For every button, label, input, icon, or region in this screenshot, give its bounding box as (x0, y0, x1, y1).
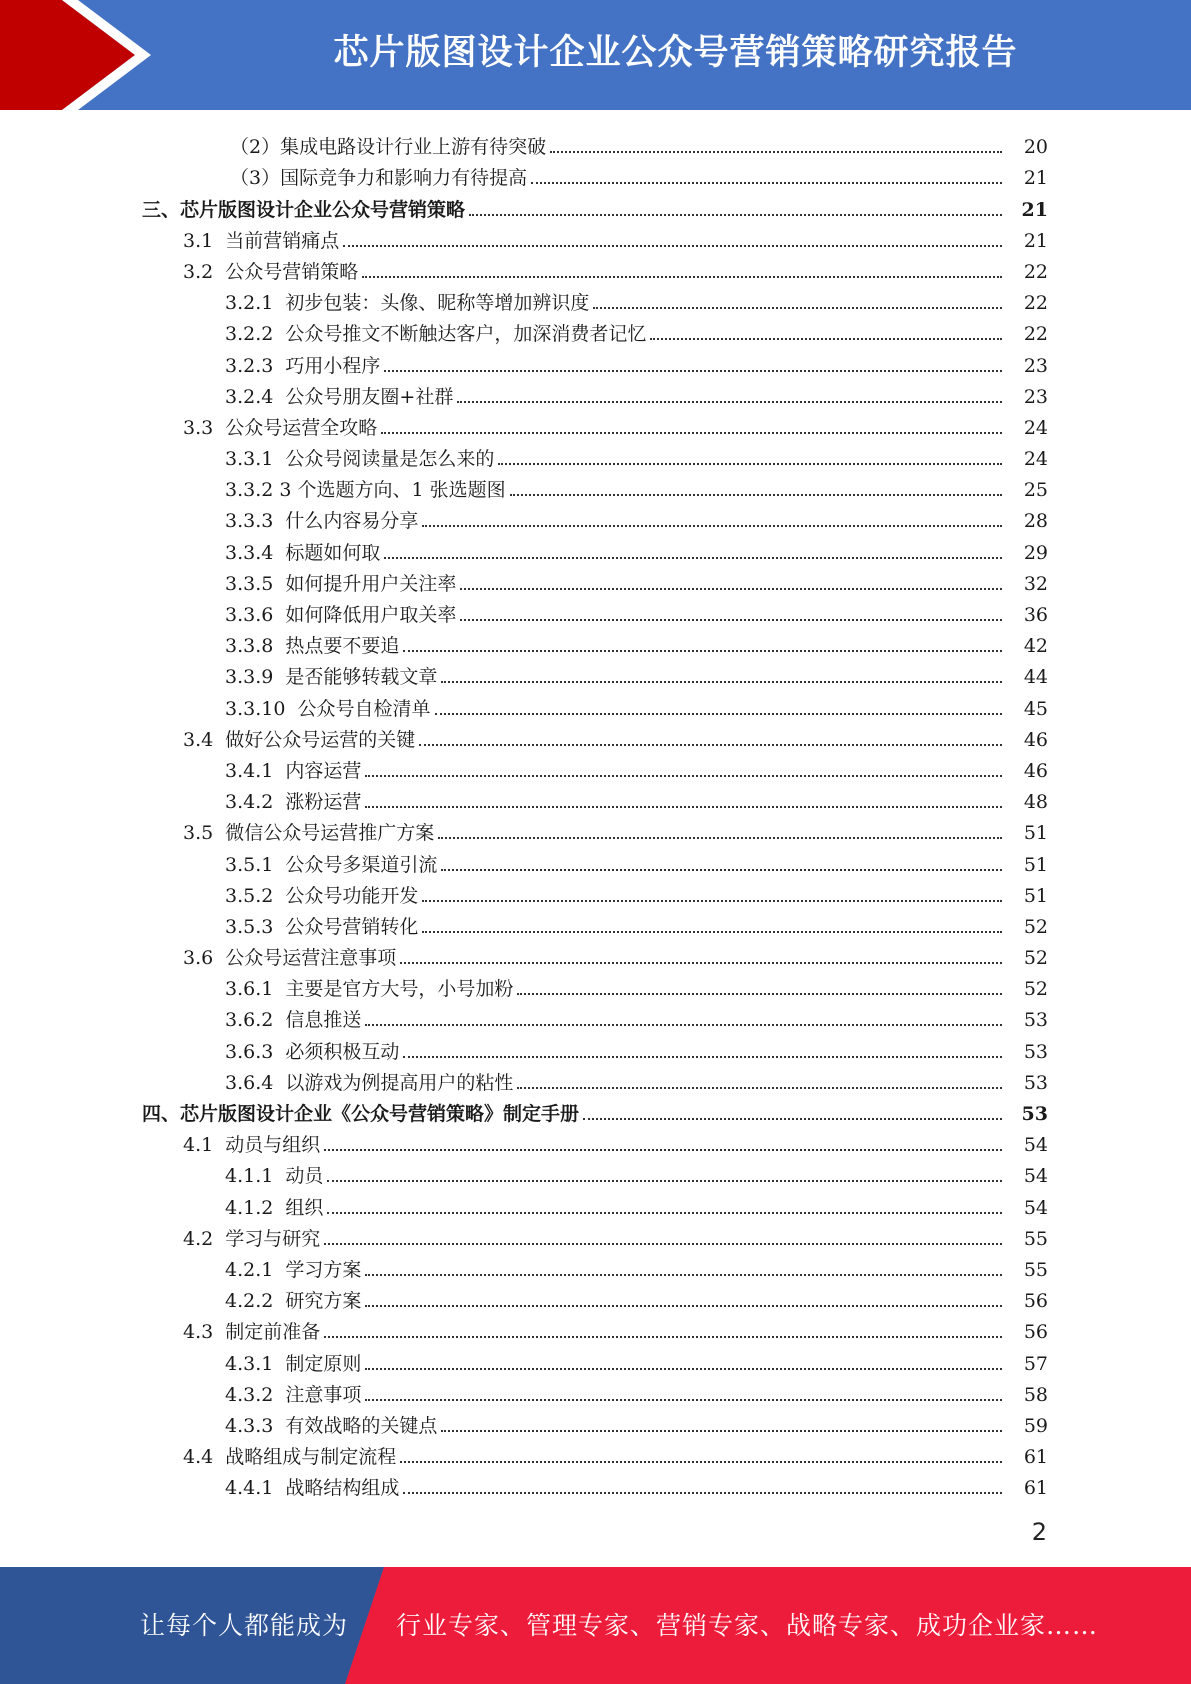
toc-entry-title: 3.3.4 标题如何取 (225, 541, 381, 564)
toc-entry-title: 四、芯片版图设计企业《公众号营销策略》制定手册 (142, 1103, 580, 1125)
toc-entry-title: 3.2 公众号营销策略 (183, 260, 359, 283)
toc-entry[interactable] (0, 1282, 1191, 1313)
toc-dot-leader (550, 151, 1002, 153)
toc-entry[interactable] (0, 1313, 1191, 1344)
toc-entry-title: 3.6 公众号运营注意事项 (183, 947, 397, 970)
toc-dot-leader (650, 338, 1002, 340)
table-of-contents (0, 128, 1191, 1500)
toc-dot-leader (435, 713, 1002, 715)
toc-entry-page: 52 (1023, 947, 1048, 970)
toc-entry-title: 4.1.2 组织 (225, 1196, 324, 1219)
page-number: 2 (1031, 1518, 1047, 1546)
toc-entry-title: 3.3 公众号运营全攻略 (183, 416, 378, 439)
toc-dot-leader (381, 432, 1002, 434)
toc-entry-title: 3.3.10 公众号自检清单 (225, 697, 431, 720)
toc-entry-page: 58 (1023, 1383, 1048, 1406)
toc-dot-leader (498, 463, 1002, 465)
toc-entry[interactable] (0, 1095, 1191, 1126)
toc-dot-leader (362, 276, 1002, 278)
toc-entry-page: 52 (1023, 915, 1048, 938)
toc-entry-title: 4.3.2 注意事项 (225, 1383, 362, 1406)
toc-dot-leader (343, 245, 1002, 247)
toc-dot-leader (365, 1305, 1002, 1307)
toc-entry[interactable] (0, 471, 1191, 502)
toc-entry-page: 53 (1021, 1103, 1048, 1125)
toc-dot-leader (324, 1149, 1002, 1151)
toc-dot-leader (441, 681, 1002, 683)
page-header (0, 0, 1191, 110)
toc-entry-title: 4.1.1 动员 (225, 1165, 324, 1188)
toc-dot-leader (403, 650, 1002, 652)
toc-dot-leader (510, 494, 1002, 496)
toc-entry[interactable] (0, 596, 1191, 627)
toc-entry-page: 54 (1023, 1165, 1048, 1188)
toc-entry-title: 3.5.3 公众号营销转化 (225, 915, 419, 938)
toc-entry-title: 4.2 学习与研究 (183, 1227, 321, 1250)
toc-entry-title: 3.5.2 公众号功能开发 (225, 884, 419, 907)
toc-entry-page: 22 (1023, 292, 1048, 315)
toc-entry[interactable] (0, 627, 1191, 658)
toc-entry-title: 3.2.3 巧用小程序 (225, 354, 381, 377)
toc-entry[interactable] (0, 752, 1191, 783)
footer-slogan-left: 让每个人都能成为 (140, 1611, 349, 1640)
toc-entry-page: 24 (1023, 448, 1048, 471)
toc-dot-leader (460, 588, 1002, 590)
toc-entry[interactable] (0, 378, 1191, 409)
toc-entry-page: 61 (1023, 1446, 1048, 1469)
toc-dot-leader (327, 1212, 1002, 1214)
toc-entry[interactable] (0, 222, 1191, 253)
toc-entry-page: 36 (1023, 604, 1048, 626)
toc-entry-page: 24 (1023, 416, 1048, 439)
toc-dot-leader (400, 1461, 1002, 1463)
toc-entry[interactable] (0, 1157, 1191, 1188)
toc-dot-leader (469, 214, 1002, 216)
toc-entry-title: 4.1 动员与组织 (183, 1134, 321, 1157)
toc-dot-leader (365, 1274, 1002, 1276)
toc-entry-page: 42 (1023, 635, 1048, 658)
toc-dot-leader (400, 962, 1002, 964)
toc-entry[interactable] (0, 689, 1191, 720)
toc-entry-title: 3.5 微信公众号运营推广方案 (183, 822, 435, 845)
toc-dot-leader (384, 557, 1002, 559)
toc-entry-page: 55 (1023, 1258, 1048, 1281)
toc-entry[interactable] (0, 502, 1191, 533)
toc-entry[interactable] (0, 1220, 1191, 1251)
toc-entry[interactable] (0, 1376, 1191, 1407)
toc-dot-leader (365, 775, 1002, 777)
toc-dot-leader (517, 993, 1002, 995)
toc-entry[interactable] (0, 845, 1191, 876)
toc-entry-page: 21 (1023, 167, 1048, 190)
toc-entry-page: 46 (1023, 759, 1048, 782)
toc-dot-leader (365, 1399, 1002, 1401)
toc-entry[interactable] (0, 128, 1191, 159)
toc-entry-title: 3.3.3 什么内容易分享 (225, 510, 419, 533)
toc-entry[interactable] (0, 658, 1191, 689)
toc-dot-leader (460, 619, 1002, 621)
toc-entry-title: 3.3.8 热点要不要追 (225, 635, 400, 658)
toc-entry-title: 3.3.9 是否能够转载文章 (225, 666, 438, 689)
toc-entry-title: 3.3.1 公众号阅读量是怎么来的 (225, 448, 495, 471)
toc-entry-page: 57 (1023, 1352, 1048, 1375)
toc-dot-leader (593, 307, 1002, 309)
toc-dot-leader (403, 1056, 1002, 1058)
toc-entry-title: 3.4.2 涨粉运营 (225, 791, 362, 814)
toc-entry-page: 53 (1023, 1071, 1048, 1094)
toc-entry[interactable] (0, 1344, 1191, 1375)
toc-entry-title: 4.3.3 有效战略的关键点 (225, 1414, 438, 1437)
toc-entry-title: 4.4.1 战略结构组成 (225, 1477, 400, 1500)
toc-entry[interactable] (0, 190, 1191, 221)
toc-entry-page: 51 (1023, 884, 1048, 907)
toc-entry-title: （2）集成电路设计行业上游有待突破 (230, 136, 547, 159)
toc-entry[interactable] (0, 1251, 1191, 1282)
toc-entry-title: 4.2.1 学习方案 (225, 1258, 362, 1281)
toc-entry-title: 3.5.1 公众号多渠道引流 (225, 853, 438, 876)
toc-entry[interactable] (0, 721, 1191, 752)
toc-entry-title: 3.6.1 主要是官方大号，小号加粉 (225, 978, 514, 1001)
toc-entry-page: 46 (1023, 728, 1048, 751)
toc-entry[interactable] (0, 533, 1191, 564)
toc-entry[interactable] (0, 315, 1191, 346)
toc-entry[interactable] (0, 1001, 1191, 1032)
toc-entry[interactable] (0, 1126, 1191, 1157)
toc-entry-page: 44 (1023, 666, 1048, 689)
toc-entry-title: 4.4 战略组成与制定流程 (183, 1446, 397, 1469)
toc-dot-leader (422, 525, 1002, 527)
toc-entry-page: 25 (1023, 479, 1048, 502)
toc-entry-title: 4.3 制定前准备 (183, 1321, 321, 1344)
toc-dot-leader (365, 1368, 1002, 1370)
toc-entry-page: 61 (1023, 1477, 1048, 1500)
toc-entry-page: 20 (1023, 136, 1048, 159)
toc-entry-page: 54 (1023, 1134, 1048, 1157)
toc-entry[interactable] (0, 970, 1191, 1001)
toc-entry-title: 3.3.5 如何提升用户关注率 (225, 572, 457, 595)
toc-entry-page: 28 (1023, 510, 1048, 533)
toc-entry-page: 55 (1023, 1227, 1048, 1250)
toc-entry-page: 23 (1023, 385, 1048, 408)
toc-entry-page: 45 (1023, 697, 1048, 720)
toc-entry-page: 54 (1023, 1196, 1048, 1219)
toc-entry-title: 三、芯片版图设计企业公众号营销策略 (142, 198, 466, 221)
toc-entry-page: 48 (1023, 791, 1048, 814)
toc-entry[interactable] (0, 814, 1191, 845)
toc-entry-title: 3.6.4 以游戏为例提高用户的粘性 (225, 1071, 514, 1094)
toc-entry-title: 3.3.6 如何降低用户取关率 (225, 604, 457, 626)
toc-entry-title: 3.6.2 信息推送 (225, 1009, 362, 1032)
toc-dot-leader (531, 182, 1002, 184)
toc-entry[interactable] (0, 1469, 1191, 1500)
toc-entry-page: 22 (1023, 323, 1048, 346)
toc-entry-page: 32 (1023, 572, 1048, 595)
toc-dot-leader (365, 1024, 1002, 1026)
toc-entry[interactable] (0, 877, 1191, 908)
toc-dot-leader (441, 1430, 1002, 1432)
toc-entry-page: 23 (1023, 354, 1048, 377)
toc-entry-title: 3.6.3 必须积极互动 (225, 1040, 400, 1063)
toc-entry[interactable] (0, 565, 1191, 596)
toc-entry-title: 4.2.2 研究方案 (225, 1290, 362, 1313)
toc-entry[interactable] (0, 253, 1191, 284)
toc-entry-page: 59 (1023, 1414, 1048, 1437)
toc-entry[interactable] (0, 783, 1191, 814)
toc-entry[interactable] (0, 159, 1191, 190)
toc-entry[interactable] (0, 908, 1191, 939)
footer-slogan-right: 行业专家、管理专家、营销专家、战略专家、成功企业家…… (396, 1611, 1099, 1640)
toc-entry[interactable] (0, 1064, 1191, 1095)
toc-entry-page: 53 (1023, 1040, 1048, 1063)
toc-entry-title: 3.2.4 公众号朋友圈+社群 (225, 385, 454, 408)
toc-entry[interactable] (0, 1032, 1191, 1063)
toc-entry-page: 21 (1021, 198, 1048, 221)
toc-entry-title: 3.2.1 初步包装：头像、昵称等增加辨识度 (225, 292, 590, 315)
toc-dot-leader (422, 931, 1002, 933)
toc-dot-leader (365, 806, 1002, 808)
toc-entry-title: （3）国际竞争力和影响力有待提高 (230, 167, 528, 190)
toc-dot-leader (438, 837, 1002, 839)
toc-entry-title: 3.4 做好公众号运营的关键 (183, 728, 416, 751)
toc-dot-leader (324, 1243, 1002, 1245)
toc-entry-title: 3.4.1 内容运营 (225, 759, 362, 782)
toc-entry-page: 56 (1023, 1321, 1048, 1344)
toc-entry-page: 21 (1023, 229, 1048, 252)
toc-entry[interactable] (0, 1438, 1191, 1469)
toc-entry[interactable] (0, 1188, 1191, 1219)
toc-entry-title: 3.1 当前营销痛点 (183, 229, 340, 252)
toc-entry-title: 3.3.2 3 个选题方向、1 张选题图 (225, 479, 506, 502)
toc-dot-leader (419, 744, 1002, 746)
toc-entry-page: 56 (1023, 1290, 1048, 1313)
toc-entry-page: 53 (1023, 1009, 1048, 1032)
toc-entry[interactable] (0, 440, 1191, 471)
toc-dot-leader (583, 1118, 1002, 1120)
toc-entry[interactable] (0, 409, 1191, 440)
toc-entry-title: 3.2.2 公众号推文不断触达客户，加深消费者记忆 (225, 323, 647, 346)
toc-dot-leader (457, 401, 1002, 403)
toc-entry-title: 4.3.1 制定原则 (225, 1352, 362, 1375)
document-title: 芯片版图设计企业公众号营销策略研究报告 (333, 33, 1018, 73)
toc-dot-leader (517, 1087, 1002, 1089)
toc-entry-page: 29 (1023, 541, 1048, 564)
toc-dot-leader (441, 869, 1002, 871)
toc-entry-page: 52 (1023, 978, 1048, 1001)
toc-dot-leader (327, 1180, 1002, 1182)
toc-entry-page: 51 (1023, 822, 1048, 845)
toc-dot-leader (324, 1336, 1002, 1338)
toc-entry[interactable] (0, 346, 1191, 377)
toc-entry-page: 51 (1023, 853, 1048, 876)
toc-dot-leader (403, 1492, 1002, 1494)
toc-entry[interactable] (0, 284, 1191, 315)
toc-dot-leader (384, 370, 1002, 372)
header-arrow-decoration (0, 0, 220, 110)
toc-entry-page: 22 (1023, 260, 1048, 283)
toc-dot-leader (422, 900, 1002, 902)
toc-entry[interactable] (0, 1407, 1191, 1438)
page-footer (0, 1567, 1191, 1684)
toc-entry[interactable] (0, 939, 1191, 970)
